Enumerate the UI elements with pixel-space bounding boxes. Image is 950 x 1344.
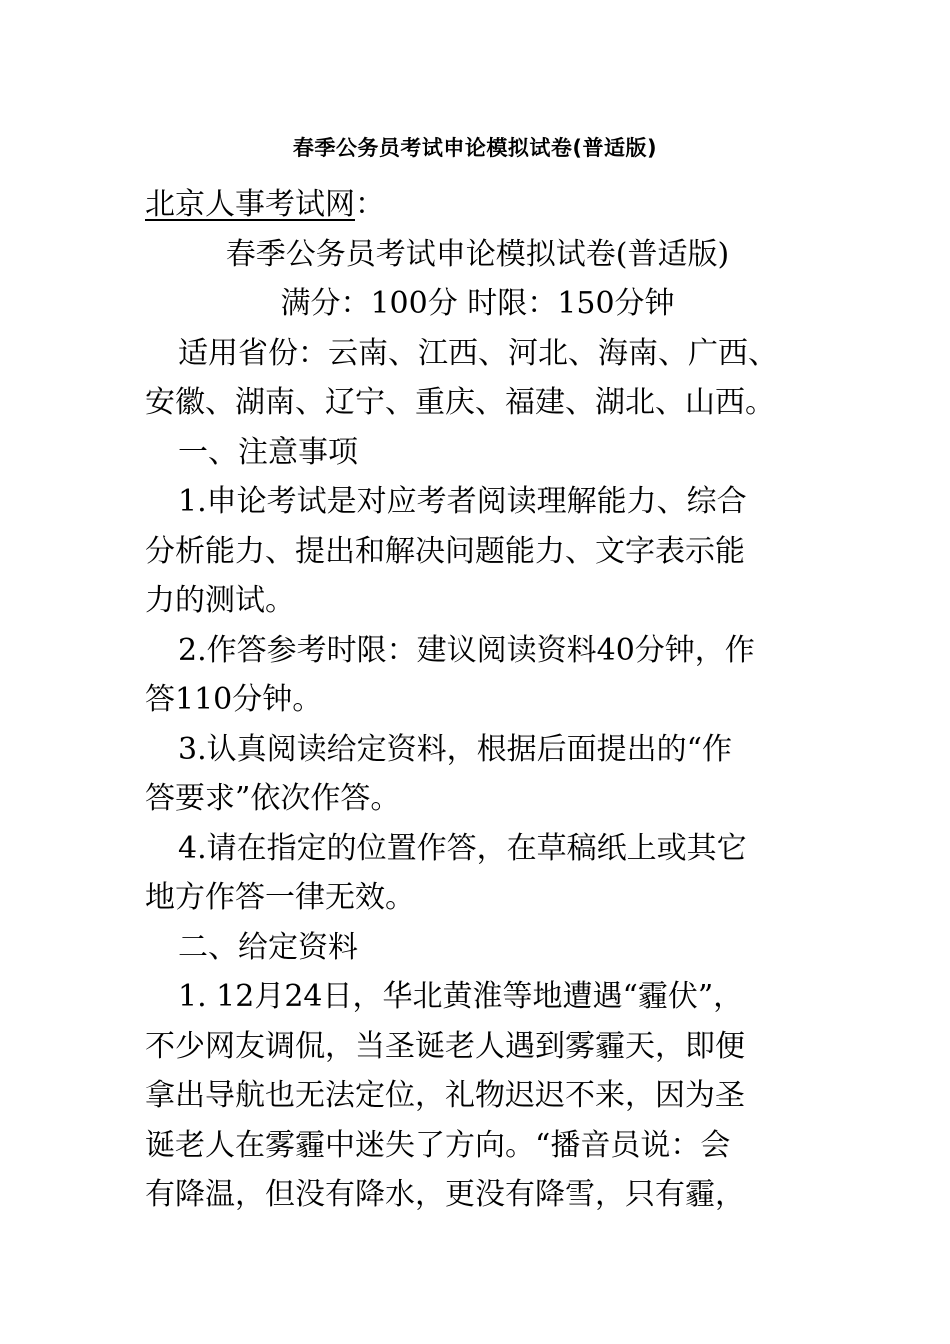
paragraph-line: 拿出导航也无法定位，礼物迟迟不来，因为圣 bbox=[145, 1078, 745, 1113]
paragraph-line: 3.认真阅读给定资料，根据后面提出的“作 bbox=[178, 731, 732, 767]
source-link[interactable]: 北京人事考试网 bbox=[145, 187, 355, 222]
document-title: 春季公务员考试申论模拟试卷(普适版) bbox=[225, 236, 730, 272]
paragraph-line: 地方作答一律无效。 bbox=[145, 880, 415, 915]
paragraph-line: 分析能力、提出和解决问题能力、文字表示能 bbox=[145, 533, 745, 569]
page-header-title: 春季公务员考试申论模拟试卷(普适版) bbox=[292, 136, 658, 160]
paragraph-line: 2.作答参考时限：建议阅读资料40分钟，作 bbox=[178, 632, 755, 668]
paragraph-line: 1.申论考试是对应考者阅读理解能力、综合 bbox=[178, 484, 747, 519]
score-time-line: 满分：100分 时限：150分钟 bbox=[280, 286, 675, 321]
paragraph-line: 力的测试。 bbox=[145, 583, 295, 618]
paragraph-line: 诞老人在雾霾中迷失了方向。“播音员说：会 bbox=[145, 1127, 731, 1163]
paragraph-line: 1. 12月24日，华北黄淮等地遭遇“霾伏”， bbox=[178, 979, 744, 1014]
paragraph-line: 4.请在指定的位置作答，在草稿纸上或其它 bbox=[178, 830, 747, 866]
source-line bbox=[145, 180, 810, 230]
paragraph-line: 适用省份：云南、江西、河北、海南、广西、 bbox=[178, 335, 778, 371]
paragraph-line: 答要求”依次作答。 bbox=[145, 781, 401, 816]
section-heading: 二、给定资料 bbox=[178, 929, 358, 965]
section-heading: 一、注意事项 bbox=[178, 434, 358, 470]
paragraph-line: 不少网友调侃，当圣诞老人遇到雾霾天，即便 bbox=[145, 1028, 745, 1064]
paragraph-line: 有降温，但没有降水，更没有降雪，只有霾， bbox=[145, 1177, 745, 1212]
source-colon: ： bbox=[355, 187, 385, 222]
document-body bbox=[145, 180, 810, 1220]
paragraph-line: 安徽、湖南、辽宁、重庆、福建、湖北、山西。 bbox=[145, 385, 775, 420]
paragraph-line: 答110分钟。 bbox=[145, 682, 323, 717]
